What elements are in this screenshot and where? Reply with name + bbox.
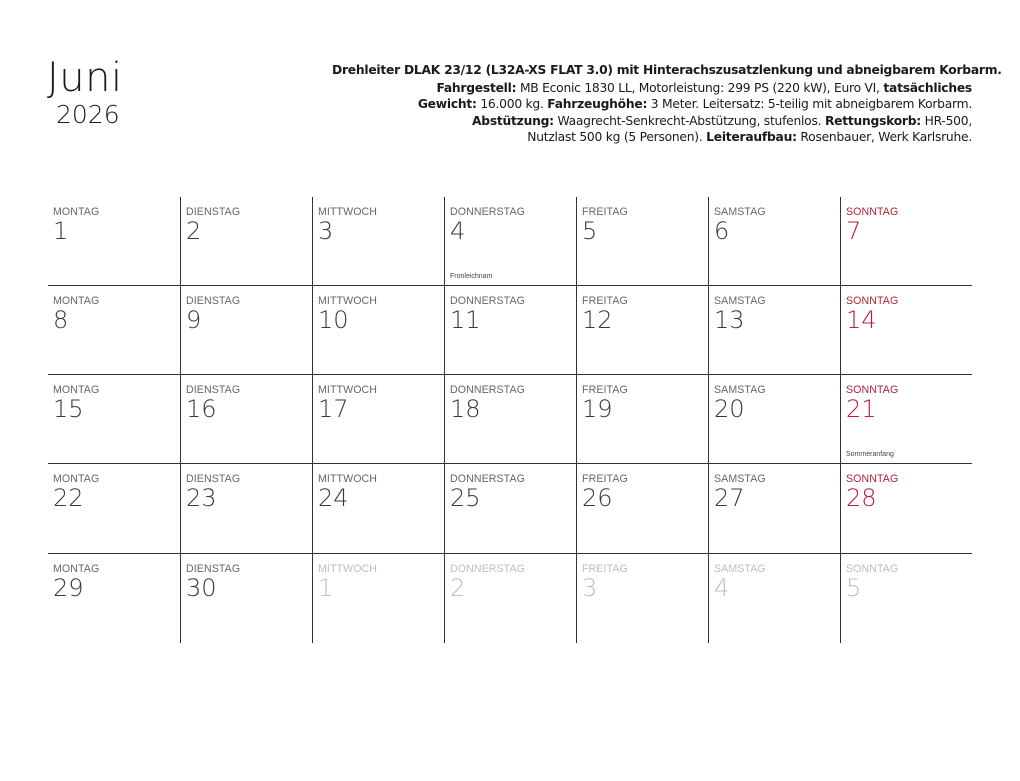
calendar-day-cell[interactable] [840, 286, 972, 374]
weekday-label: MONTAG [53, 473, 100, 486]
day-number: 4 [450, 217, 466, 245]
day-number: 25 [450, 484, 481, 513]
calendar-day-cell[interactable] [312, 286, 444, 374]
calendar-week-row [48, 286, 972, 375]
calendar-day-cell[interactable] [840, 197, 972, 285]
calendar-grid [48, 197, 972, 643]
day-number: 2 [186, 217, 202, 245]
day-number: 6 [714, 217, 730, 245]
label-abstuetzung: Abstützung: [472, 113, 554, 128]
weekday-label: SONNTAG [846, 384, 899, 397]
day-number: 10 [318, 306, 349, 334]
weekday-label: DIENSTAG [186, 562, 241, 575]
text-abstuetzung: Waagrecht-Senkrecht-Abstützung, stufenlos. [553, 113, 825, 128]
day-number: 1 [318, 573, 334, 602]
day-number: 16 [186, 395, 217, 424]
weekday-label: MITTWOCH [318, 562, 378, 575]
day-number: 21 [846, 395, 877, 424]
text-gewicht: 16.000 kg. [476, 97, 548, 112]
day-number: 5 [846, 573, 862, 602]
day-number: 5 [582, 217, 598, 245]
calendar-day-cell[interactable] [444, 464, 576, 552]
weekday-label: MITTWOCH [318, 473, 378, 486]
weekday-label: SAMSTAG [714, 473, 766, 486]
calendar-week-row [48, 375, 972, 464]
weekday-label: DONNERSTAG [450, 562, 525, 575]
calendar-day-cell[interactable] [312, 464, 444, 552]
weekday-label: MITTWOCH [318, 295, 378, 307]
weekday-label: MONTAG [53, 295, 100, 307]
calendar-day-cell[interactable] [312, 375, 444, 463]
calendar-day-cell[interactable] [48, 464, 180, 552]
calendar-day-cell[interactable] [48, 197, 180, 285]
day-number: 20 [714, 395, 745, 424]
description-line-4 [332, 129, 972, 146]
text-rettungskorb: HR-500, [920, 113, 972, 128]
day-number: 30 [186, 573, 217, 602]
day-number: 28 [846, 484, 877, 513]
calendar-day-cell[interactable] [576, 197, 708, 285]
day-number: 3 [318, 217, 334, 245]
weekday-label: SAMSTAG [714, 206, 766, 218]
month-title: Juni [47, 55, 123, 101]
day-number: 12 [582, 306, 613, 334]
calendar-day-cell[interactable] [48, 554, 180, 643]
weekday-label: DIENSTAG [186, 295, 241, 307]
calendar-day-cell[interactable] [840, 464, 972, 552]
weekday-label: SAMSTAG [714, 295, 766, 307]
vehicle-description [332, 62, 1002, 146]
day-number: 7 [846, 217, 862, 245]
day-number: 15 [53, 395, 84, 424]
weekday-label: MONTAG [53, 562, 100, 575]
weekday-label: DIENSTAG [186, 206, 241, 218]
weekday-label: SONNTAG [846, 295, 899, 307]
weekday-label: SAMSTAG [714, 562, 766, 575]
day-number: 27 [714, 484, 745, 513]
day-number: 4 [714, 573, 730, 602]
weekday-label: DONNERSTAG [450, 473, 525, 486]
weekday-label: FREITAG [582, 206, 628, 218]
calendar-day-cell[interactable] [180, 554, 312, 643]
calendar-day-cell[interactable] [708, 375, 840, 463]
weekday-label: SAMSTAG [714, 384, 766, 397]
calendar-day-cell[interactable] [708, 197, 840, 285]
day-number: 1 [53, 217, 69, 245]
weekday-label: MONTAG [53, 206, 100, 218]
calendar-day-cell[interactable] [444, 554, 576, 643]
weekday-label: FREITAG [582, 295, 628, 307]
day-number: 11 [450, 306, 481, 334]
calendar-week-row [48, 554, 972, 643]
calendar-day-cell[interactable] [708, 464, 840, 552]
calendar-day-cell[interactable] [708, 554, 840, 643]
calendar-day-cell[interactable] [180, 464, 312, 552]
weekday-label: MITTWOCH [318, 206, 378, 218]
calendar-day-cell[interactable] [576, 286, 708, 374]
calendar-day-cell[interactable] [576, 554, 708, 643]
description-line-2 [332, 96, 972, 113]
calendar-week-row [48, 197, 972, 286]
label-leiteraufbau: Leiteraufbau: [706, 130, 797, 145]
calendar-day-cell[interactable] [48, 286, 180, 374]
holiday-label: Fronleichnam [450, 273, 493, 280]
calendar-day-cell[interactable] [444, 286, 576, 374]
year-label: 2026 [56, 100, 120, 129]
description-line-1 [332, 80, 972, 97]
weekday-label: SONNTAG [846, 206, 899, 218]
weekday-label: FREITAG [582, 562, 628, 575]
day-number: 9 [186, 306, 202, 334]
calendar-day-cell[interactable] [444, 375, 576, 463]
calendar-day-cell[interactable] [48, 375, 180, 463]
weekday-label: SONNTAG [846, 473, 899, 486]
day-number: 14 [846, 306, 877, 334]
day-number: 29 [53, 573, 84, 602]
weekday-label: FREITAG [582, 384, 628, 397]
text-nutzlast: Nutzlast 500 kg (5 Personen). [527, 130, 707, 145]
day-number: 22 [53, 484, 84, 513]
day-number: 23 [186, 484, 217, 513]
holiday-label: Sommeranfang [846, 451, 894, 459]
calendar-week-row [48, 464, 972, 553]
day-number: 18 [450, 395, 481, 424]
description-title: Drehleiter DLAK 23/12 (L32A-XS FLAT 3.0) mit Hinterachszusatzlenkung und abneigbarem Korbarm. [332, 63, 1002, 77]
weekday-label: DIENSTAG [186, 473, 241, 486]
day-number: 26 [582, 484, 613, 513]
weekday-label: DONNERSTAG [450, 295, 525, 307]
label-tatsaechliches: tatsächliches [883, 80, 972, 95]
day-number: 17 [318, 395, 349, 424]
day-number: 3 [582, 573, 598, 602]
day-number: 2 [450, 573, 466, 602]
calendar-day-cell[interactable] [840, 554, 972, 643]
calendar-day-cell[interactable] [576, 464, 708, 552]
label-fahrzeughoehe: Fahrzeughöhe: [547, 97, 648, 112]
day-number: 13 [714, 306, 745, 334]
calendar-day-cell[interactable] [708, 286, 840, 374]
calendar-day-cell[interactable] [444, 197, 576, 285]
day-number: 8 [53, 306, 69, 334]
calendar-day-cell[interactable] [312, 197, 444, 285]
weekday-label: MITTWOCH [318, 384, 378, 397]
text-leiteraufbau: Rosenbauer, Werk Karlsruhe. [796, 130, 972, 145]
label-gewicht: Gewicht: [417, 97, 477, 112]
calendar-day-cell[interactable] [312, 554, 444, 643]
text-fahrzeughoehe: 3 Meter. Leitersatz: 5-teilig mit abneigbarem Korbarm. [647, 97, 972, 112]
weekday-label: MONTAG [53, 384, 100, 397]
calendar-day-cell[interactable] [180, 286, 312, 374]
weekday-label: SONNTAG [846, 562, 899, 575]
label-rettungskorb: Rettungskorb: [824, 113, 921, 128]
day-number: 19 [582, 395, 613, 424]
calendar-day-cell[interactable] [180, 197, 312, 285]
label-fahrgestell: Fahrgestell: [436, 80, 517, 95]
weekday-label: FREITAG [582, 473, 628, 486]
calendar-day-cell[interactable] [576, 375, 708, 463]
weekday-label: DONNERSTAG [450, 384, 525, 397]
calendar-day-cell[interactable] [180, 375, 312, 463]
day-number: 24 [318, 484, 349, 513]
description-line-3 [332, 113, 972, 130]
weekday-label: DONNERSTAG [450, 206, 525, 218]
calendar-day-cell[interactable] [840, 375, 972, 463]
weekday-label: DIENSTAG [186, 384, 241, 397]
text-fahrgestell: MB Econic 1830 LL, Motorleistung: 299 PS (220 kW), Euro VI, [516, 80, 884, 95]
